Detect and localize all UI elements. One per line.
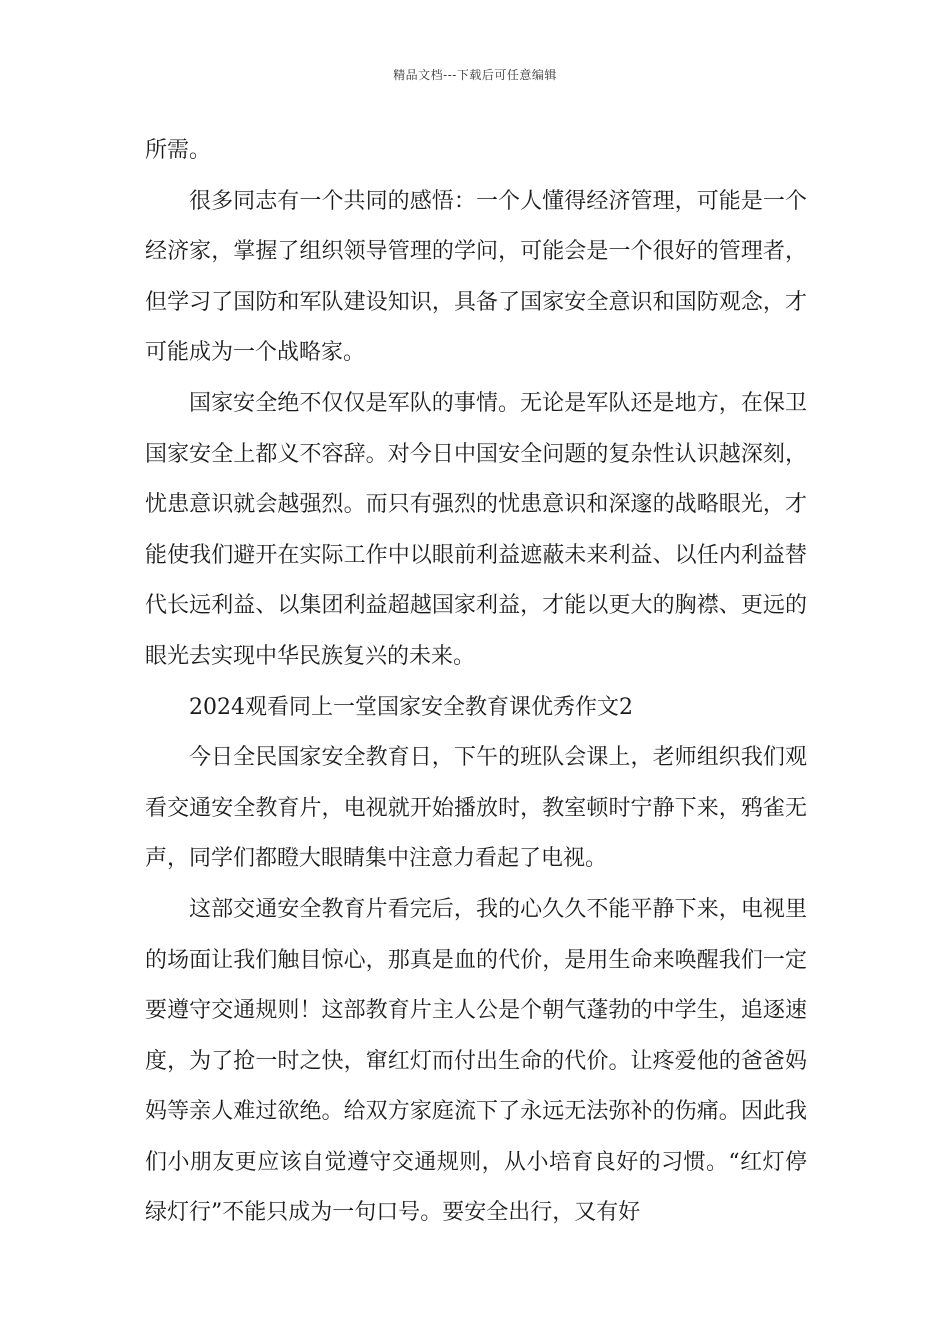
page-header: 精品文档---下载后可任意编辑 — [393, 68, 557, 82]
paragraph: 今日全民国家安全教育日，下午的班队会课上，老师组织我们观看交通安全教育片，电视就开始播放时，教室顿时宁静下来，鸦雀无声，同学们都瞪大眼睛集中注意力看起了电视。 — [145, 745, 807, 872]
paragraph-continuation: 所需。 — [145, 138, 212, 163]
paragraph: 很多同志有一个共同的感悟：一个人懂得经济管理，可能是一个经济家，掌握了组织领导管理的学问，可能会是一个很好的管理者，但学习了国防和军队建设知识，具备了国家安全意识和国防观念，才可能成为一个战略家。 — [145, 188, 807, 366]
document-body — [145, 126, 807, 1239]
paragraph: 这部交通安全教育片看完后，我的心久久不能平静下来，电视里的场面让我们触目惊心，那真是血的代价，是用生命来唤醒我们一定要遵守交通规则！这部教育片主人公是个朝气蓬勃的中学生，追逐速度，为了抢一时之快，窜红灯而付出生命的代价。让疼爱他的爸爸妈妈等亲人难过欲绝。给双方家庭流下了永远无法弥补的伤痛。因此我们小朋友更应该自觉遵守交通规则，从小培育良好的习惯。“红灯停绿灯行”不能只成为一句口号。要安全出行，又有好 — [145, 896, 807, 1226]
essay-title: 2024观看同上一堂国家安全教育课优秀作文2 — [189, 694, 633, 720]
paragraph: 国家安全绝不仅仅是军队的事情。无论是军队还是地方，在保卫国家安全上都义不容辞。对今日中国安全问题的复杂性认识越深刻，忧患意识就会越强烈。而只有强烈的忧患意识和深邃的战略眼光，才能使我们避开在实际工作中以眼前利益遮蔽未来利益、以任内利益替代长远利益、以集团利益超越国家利益，才能以更大的胸襟、更远的眼光去实现中华民族复兴的未来。 — [145, 390, 807, 669]
